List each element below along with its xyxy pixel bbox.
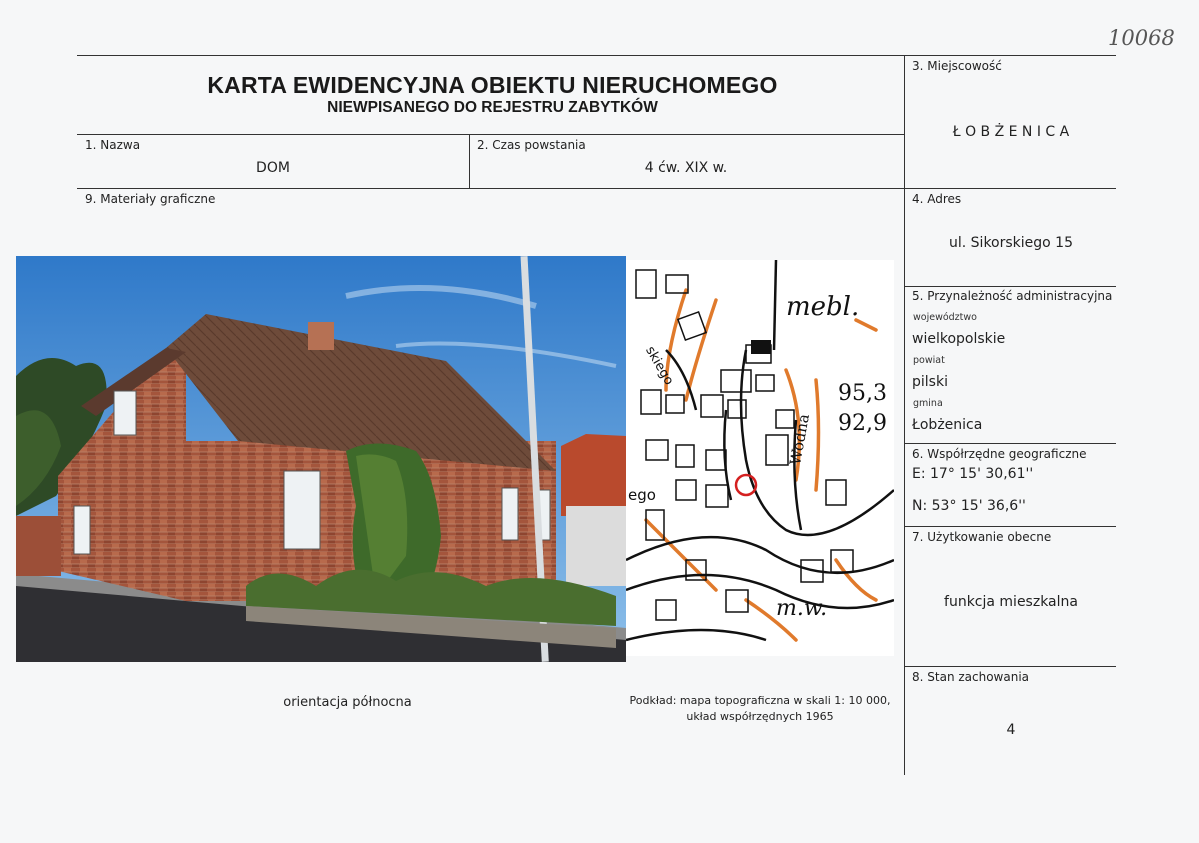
row-divider-2 — [77, 188, 1116, 189]
map-label-mebl: mebl. — [786, 292, 860, 322]
map-label-elevation-1: 95,3 — [838, 381, 887, 406]
nazwa-label: 1. Nazwa — [85, 138, 141, 152]
right-column-divider — [904, 55, 905, 775]
page-subtitle: NIEWPISANEGO DO REJESTRU ZABYTKÓW — [327, 99, 658, 116]
photo-caption: orientacja północna — [283, 695, 412, 710]
topographic-map — [626, 260, 894, 656]
row-divider-addr — [904, 286, 1116, 287]
czas-value: 4 ćw. XIX w. — [644, 160, 728, 176]
map-caption-line2: układ współrzędnych 1965 — [686, 710, 834, 723]
materialy-label: 9. Materiały graficzne — [85, 192, 216, 206]
map-label-skiego: skiego — [642, 343, 677, 388]
czas-label: 2. Czas powstania — [477, 138, 586, 152]
map-label-street: Wodna — [786, 412, 813, 467]
row-divider-admin — [904, 443, 1116, 444]
top-border — [77, 55, 1116, 56]
coordinate-n: N: 53° 15' 36,6'' — [912, 498, 1026, 514]
stan-value: 4 — [1006, 722, 1016, 738]
row-divider-coords — [904, 526, 1116, 527]
gmina-value: Łobżenica — [912, 417, 983, 433]
wojewodztwo-value: wielkopolskie — [912, 331, 1006, 347]
przynaleznosc-label: 5. Przynależność administracyjna — [912, 289, 1113, 303]
house-photo — [16, 256, 626, 662]
adres-value: ul. Sikorskiego 15 — [949, 235, 1073, 251]
page-title: KARTA EWIDENCYJNA OBIEKTU NIERUCHOMEGO — [207, 72, 778, 98]
powiat-value: pilski — [912, 374, 948, 390]
map-label-mw: m.w. — [776, 596, 828, 621]
handwritten-number: 10068 — [1108, 26, 1175, 50]
coordinate-e: E: 17° 15' 30,61'' — [912, 466, 1034, 482]
uzytkowanie-label: 7. Użytkowanie obecne — [912, 530, 1052, 544]
map-caption-line1: Podkład: mapa topograficzna w skali 1: 10 000, — [629, 694, 891, 707]
adres-label: 4. Adres — [912, 192, 962, 206]
wspolrzedne-label: 6. Współrzędne geograficzne — [912, 447, 1087, 461]
row-divider-1 — [77, 134, 904, 135]
powiat-label: powiat — [913, 355, 945, 366]
row-divider-usage — [904, 666, 1116, 667]
map-label-ego: ego — [628, 486, 656, 504]
uzytkowanie-value: funkcja mieszkalna — [944, 594, 1078, 610]
wojewodztwo-label: województwo — [913, 312, 977, 323]
map-label-elevation-2: 92,9 — [838, 411, 887, 436]
gmina-label: gmina — [913, 398, 943, 409]
name-time-divider — [469, 134, 470, 188]
miejscowosc-value: Ł O B Ż E N I C A — [952, 124, 1070, 140]
nazwa-value: DOM — [256, 160, 290, 176]
stan-label: 8. Stan zachowania — [912, 670, 1030, 684]
miejscowosc-label: 3. Miejscowość — [912, 59, 1002, 73]
